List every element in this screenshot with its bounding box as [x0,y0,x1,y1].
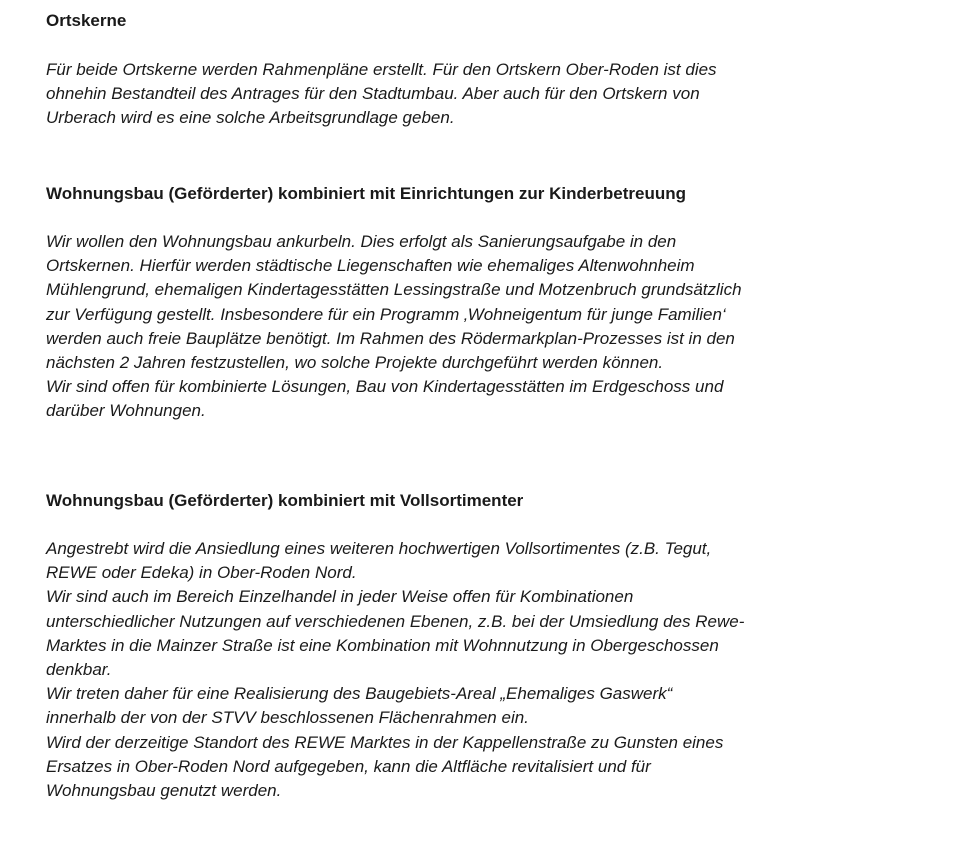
paragraph-line: Wird der derzeitige Standort des REWE Marktes in der Kappellenstraße zu Gunsten eines [46,732,724,752]
paragraph-line: innerhalb der von der STVV beschlossenen Flächenrahmen ein. [46,708,529,728]
section-heading-kinderbetreuung: Wohnungsbau (Geförderter) kombiniert mit Einrichtungen zur Kinderbetreuung [46,184,687,203]
section-heading-ortskerne: Ortskerne [46,11,127,30]
paragraph-line: darüber Wohnungen. [46,401,206,421]
paragraph-line: Wir wollen den Wohnungsbau ankurbeln. Dies erfolgt als Sanierungsaufgabe in den [46,232,677,251]
paragraph-line: denkbar. [46,660,112,680]
section-paragraph-vollsortimenter [46,537,744,803]
paragraph-line: Urberach wird es eine solche Arbeitsgrundlage geben. [46,108,455,128]
paragraph-line: Ortskernen. Hierfür werden städtische Liegenschaften wie ehemaliges Altenwohnheim [46,256,695,276]
paragraph-line: REWE oder Edeka) in Ober-Roden Nord. [46,563,357,583]
paragraph-line: Angestrebt wird die Ansiedlung eines weiteren hochwertigen Vollsortimentes (z.B. Tegut, [46,539,712,558]
paragraph-line: Wir sind offen für kombinierte Lösungen, Bau von Kindertagesstätten im Erdgeschoss und [46,377,724,397]
paragraph-line: zur Verfügung gestellt. Insbesondere für ein Programm ‚Wohneigentum für junge Familien‘ [46,304,726,324]
paragraph-line: Mühlengrund, ehemaligen Kindertagesstätten Lessingstraße und Motzenbruch grundsätzlich [46,280,742,300]
paragraph-line: unterschiedlicher Nutzungen auf verschiedenen Ebenen, z.B. bei der Umsiedlung des Rewe- [46,611,745,631]
section-paragraph-ortskerne [46,58,717,131]
paragraph-line: Für beide Ortskerne werden Rahmenpläne erstellt. Für den Ortskern Ober-Roden ist dies [46,60,717,79]
paragraph-line: Wir sind auch im Bereich Einzelhandel in jeder Weise offen für Kombinationen [46,587,634,607]
paragraph-line: Wir treten daher für eine Realisierung des Baugebiets-Areal „Ehemaliges Gaswerk“ [46,684,673,704]
paragraph-line: nächsten 2 Jahren festzustellen, wo solche Projekte durchgeführt werden können. [46,353,664,373]
paragraph-line: Wohnungsbau genutzt werden. [46,781,282,801]
paragraph-line: Marktes in die Mainzer Straße ist eine Kombination mit Wohnnutzung in Obergeschossen [46,635,719,655]
paragraph-line: werden auch freie Bauplätze benötigt. Im Rahmen des Rödermarkplan-Prozesses ist in den [46,328,735,348]
section-heading-vollsortimenter: Wohnungsbau (Geförderter) kombiniert mit Vollsortimenter [46,491,524,510]
section-paragraph-kinderbetreuung [46,230,742,424]
paragraph-line: ohnehin Bestandteil des Antrages für den Stadtumbau. Aber auch für den Ortskern von [46,84,700,104]
paragraph-line: Ersatzes in Ober-Roden Nord aufgegeben, kann die Altfläche revitalisiert und für [46,756,651,776]
